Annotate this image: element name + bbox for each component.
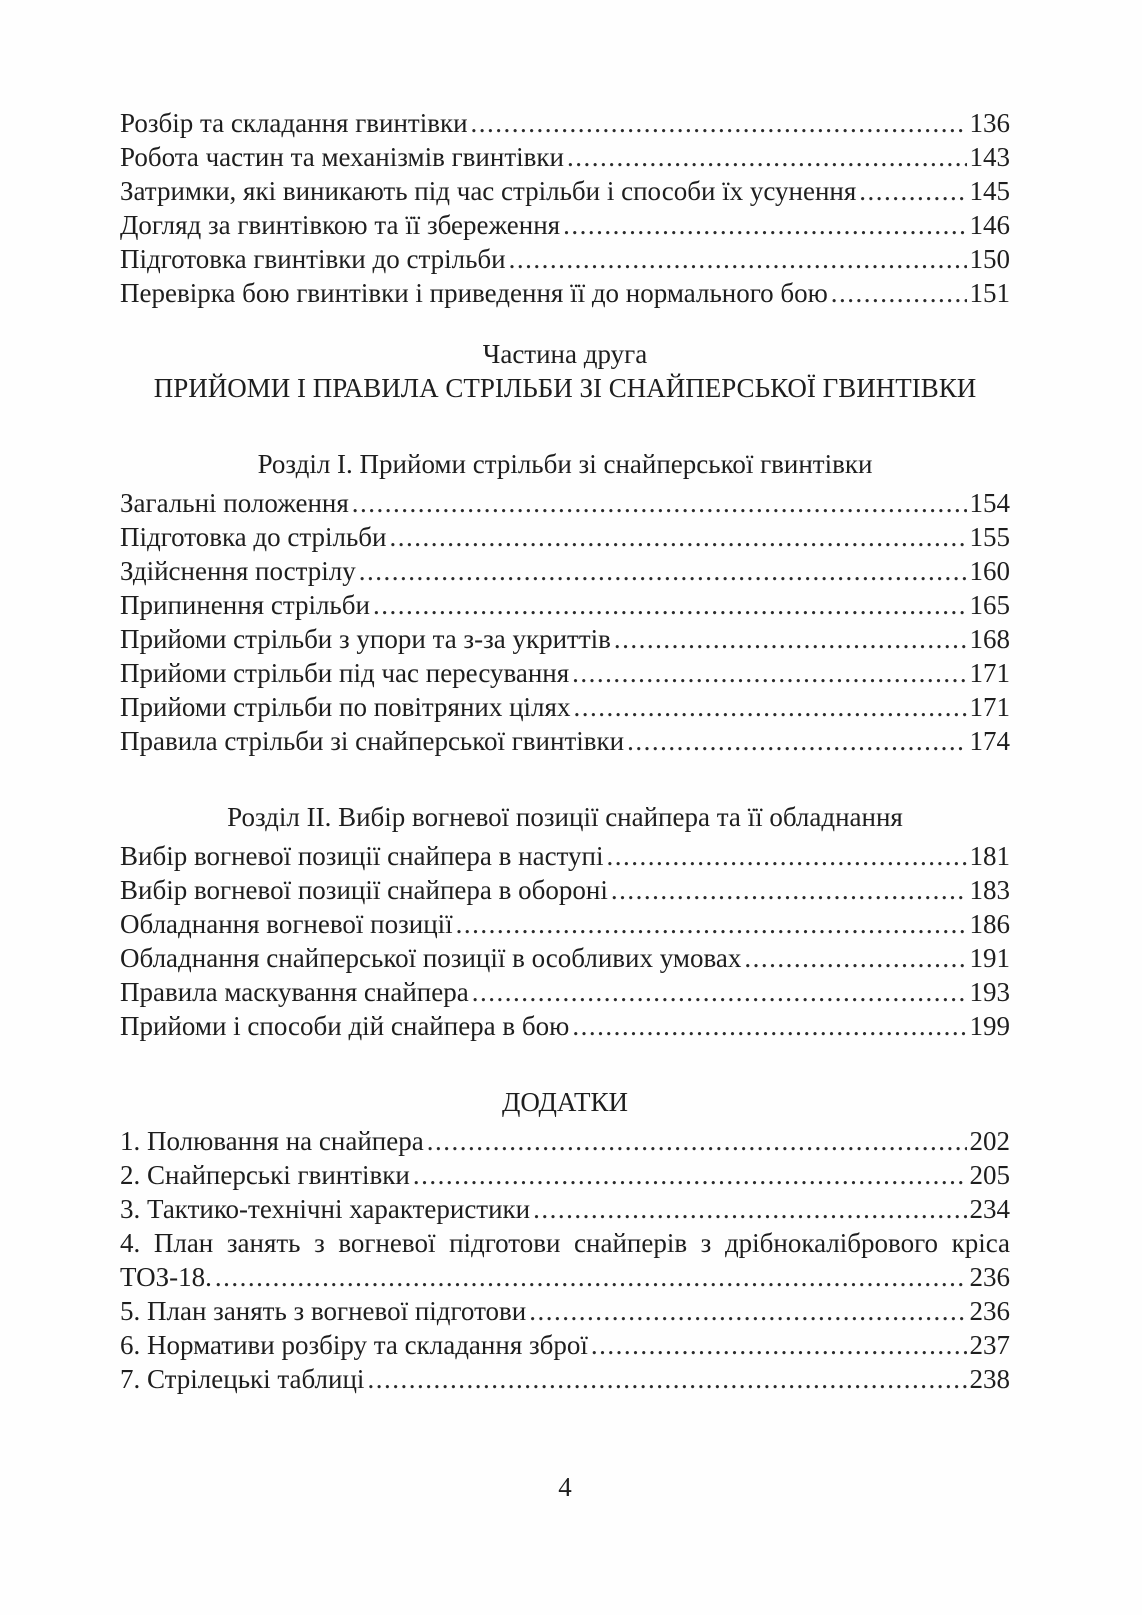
toc-entry (120, 1158, 1010, 1192)
toc-entry (120, 690, 1010, 724)
toc-section-chapter1 (120, 486, 1010, 758)
toc-section-part1-tail (120, 106, 1010, 310)
toc-entry-page: 183 (969, 875, 1010, 905)
toc-entry-page: 236 (969, 1296, 1010, 1326)
toc-entry (120, 941, 1010, 975)
toc-entry (120, 242, 1010, 276)
dot-leader (572, 1009, 966, 1043)
toc-entry-title: Загальні положення (120, 488, 349, 518)
toc-entry-title: Обладнання вогневої позиції (120, 909, 453, 939)
toc-entry-title: Прийоми стрільби по повітряних цілях (120, 692, 571, 722)
toc-entry-page: 150 (969, 244, 1010, 274)
toc-entry-title: Робота частин та механізмів гвинтівки (120, 142, 564, 172)
dot-leader (591, 1328, 967, 1362)
toc-entry (120, 656, 1010, 690)
toc-entry-title: Перевірка бою гвинтівки і приведення її до нормального бою (120, 278, 828, 308)
toc-entry (120, 276, 1010, 310)
toc-entry-page: 145 (969, 176, 1010, 206)
dot-leader (509, 242, 967, 276)
toc-section-chapter2 (120, 839, 1010, 1043)
toc-entry-page: 205 (969, 1160, 1010, 1190)
toc-entry-page: 191 (969, 943, 1010, 973)
toc-entry-title: Прийоми і способи дій снайпера в бою (120, 1011, 570, 1041)
toc-entry-title: 7. Стрілецькі таблиці (120, 1364, 365, 1394)
chapter-1-heading: Розділ І. Прийоми стрільби зі снайперської гвинтівки (257, 449, 873, 479)
toc-entry (120, 1328, 1010, 1362)
toc-entry-page: 143 (969, 142, 1010, 172)
dot-leader (831, 276, 967, 310)
dot-leader (606, 839, 966, 873)
toc-entry-title: Вибір вогневої позиції снайпера в наступі (120, 841, 604, 871)
dot-leader (563, 208, 966, 242)
dot-leader (744, 941, 966, 975)
toc-entry (120, 1192, 1010, 1226)
part-label: Частина друга (482, 339, 648, 369)
toc-entry (120, 486, 1010, 520)
toc-entry-title: Затримки, які виникають під час стрільби і способи їх усунення (120, 176, 857, 206)
toc-entry (120, 588, 1010, 622)
toc-entry (120, 1124, 1010, 1158)
toc-entry (120, 724, 1010, 758)
toc-entry-page: 155 (969, 522, 1010, 552)
toc-entry (120, 839, 1010, 873)
dot-leader (373, 588, 967, 622)
toc-entry (120, 174, 1010, 208)
dot-leader (352, 486, 967, 520)
toc-entry-title: Правила маскування снайпера (120, 977, 469, 1007)
dot-leader (471, 106, 967, 140)
toc-entry-page: 186 (969, 909, 1010, 939)
toc-entry-title: Прийоми стрільби під час пересування (120, 658, 570, 688)
toc-entry-page: 202 (969, 1126, 1010, 1156)
toc-entry (120, 1362, 1010, 1396)
toc-entry-title: Підготовка до стрільби (120, 522, 387, 552)
toc-entry-page: 181 (969, 841, 1010, 871)
toc-entry (120, 208, 1010, 242)
toc-entry-page: 154 (969, 488, 1010, 518)
toc-entry-title: Підготовка гвинтівки до стрільби (120, 244, 506, 274)
dot-leader (627, 724, 966, 758)
toc-entry-title: 6. Нормативи розбіру та складання зброї (120, 1330, 588, 1360)
toc-entry-page: 236 (969, 1262, 1010, 1292)
toc-entry (120, 907, 1010, 941)
toc-entry (120, 520, 1010, 554)
toc-entry-page: 151 (969, 278, 1010, 308)
toc-entry-title: 3. Тактико-технічні характеристики (120, 1194, 531, 1224)
dot-leader (367, 1362, 966, 1396)
toc-entry-wrapped-second-line (120, 1260, 1010, 1294)
toc-entry-title: Обладнання снайперської позиції в особливих умовах (120, 943, 742, 973)
toc-entry-page: 174 (969, 726, 1010, 756)
toc-entry-title: Припинення стрільби (120, 590, 370, 620)
toc-entry-title: 4. План занять з вогневої підготови снайперів з дрібнокалібрового кріса (120, 1228, 1010, 1258)
dot-leader (533, 1192, 966, 1226)
dot-leader (859, 174, 966, 208)
toc-entry (120, 975, 1010, 1009)
dot-leader (427, 1124, 967, 1158)
dot-leader (472, 975, 967, 1009)
part-title: ПРИЙОМИ І ПРАВИЛА СТРІЛЬБИ ЗІ СНАЙПЕРСЬКОЇ ГВИНТІВКИ (153, 373, 977, 403)
toc-entry-page: 165 (969, 590, 1010, 620)
toc-entry-title: Прийоми стрільби з упори та з-за укриттів (120, 624, 611, 654)
toc-entry (120, 622, 1010, 656)
toc-entry-page: 237 (969, 1330, 1010, 1360)
dot-leader (573, 690, 966, 724)
toc-entry-title: Догляд за гвинтівкою та її збереження (120, 210, 561, 240)
toc-entry-page: 199 (969, 1011, 1010, 1041)
toc-entry-page: 171 (969, 658, 1010, 688)
toc-entry-page: 234 (969, 1194, 1010, 1224)
toc-section-appendices (120, 1124, 1010, 1396)
toc-entry (120, 1009, 1010, 1043)
toc-entry-wrapped-first-line (120, 1226, 1010, 1260)
toc-entry-title: 1. Полювання на снайпера (120, 1126, 424, 1156)
dot-leader (215, 1260, 967, 1294)
appendices-heading: ДОДАТКИ (501, 1087, 629, 1117)
dot-leader (567, 140, 967, 174)
toc-entry-page: 146 (969, 210, 1010, 240)
toc-entry-title-continuation: ТОЗ-18. (120, 1262, 212, 1292)
toc-entry (120, 106, 1010, 140)
toc-entry (120, 873, 1010, 907)
dot-leader (529, 1294, 966, 1328)
toc-entry (120, 140, 1010, 174)
toc-entry-page: 238 (969, 1364, 1010, 1394)
dot-leader (572, 656, 966, 690)
dot-leader (390, 520, 967, 554)
toc-entry-title: 2. Снайперські гвинтівки (120, 1160, 410, 1190)
dot-leader (413, 1158, 967, 1192)
dot-leader (456, 907, 967, 941)
part-two-heading (120, 337, 1010, 405)
dot-leader (359, 554, 967, 588)
toc-entry (120, 554, 1010, 588)
toc-entry-title: Правила стрільби зі снайперської гвинтівки (120, 726, 625, 756)
toc-entry-title: Здійснення пострілу (120, 556, 356, 586)
dot-leader (611, 873, 967, 907)
toc-entry-page: 168 (969, 624, 1010, 654)
dot-leader (614, 622, 967, 656)
toc-entry-page: 136 (969, 108, 1010, 138)
page-folio-number: 4 (558, 1472, 572, 1502)
toc-entry-page: 193 (969, 977, 1010, 1007)
toc-entry (120, 1294, 1010, 1328)
toc-entry-title: Розбір та складання гвинтівки (120, 108, 468, 138)
toc-entry-title: Вибір вогневої позиції снайпера в обороні (120, 875, 608, 905)
toc-entry-page: 160 (969, 556, 1010, 586)
toc-entry-page: 171 (969, 692, 1010, 722)
chapter-2-heading: Розділ ІІ. Вибір вогневої позиції снайпера та її обладнання (227, 802, 903, 832)
toc-entry-title: 5. План занять з вогневої підготови (120, 1296, 527, 1326)
